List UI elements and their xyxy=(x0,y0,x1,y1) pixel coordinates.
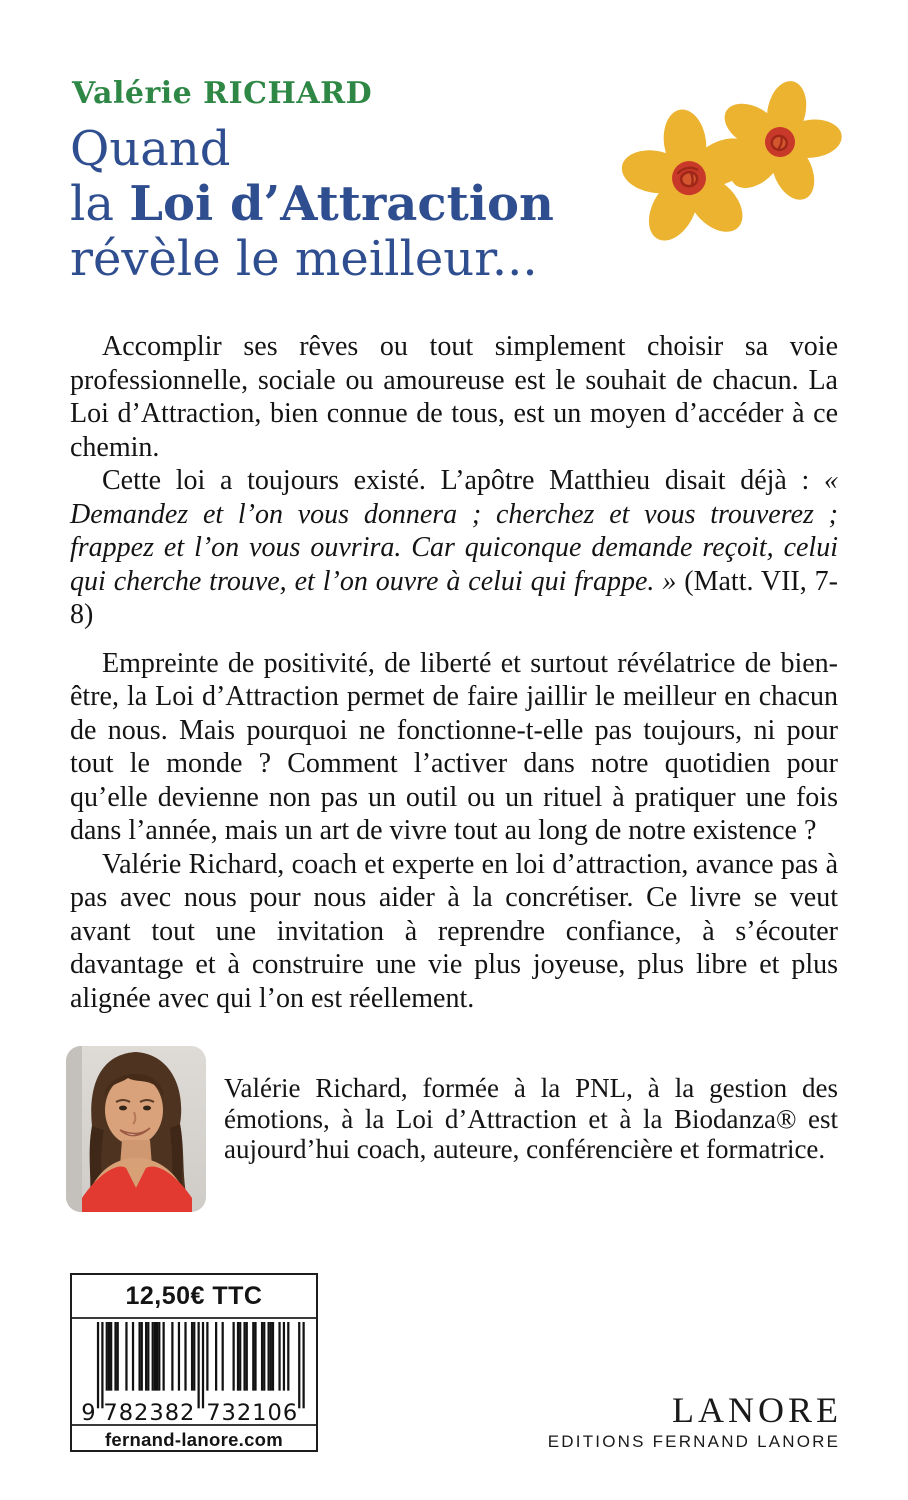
svg-text:732106: 732106 xyxy=(206,1400,299,1424)
barcode-box xyxy=(70,1273,318,1452)
bible-quote: « Demandez et l’on vous donnera ; cherchez et vous trouverez ; frappez et l’on vous ouvrira. Car quiconque demande reçoit, celui qui cherche trouve, et l’on ouvre à celui qui frappe. » xyxy=(70,465,838,597)
price-label: 12,50€ TTC xyxy=(72,1275,316,1319)
paragraph-3: Empreinte de positivité, de liberté et surtout révélatrice de bien-être, la Loi d’Attraction permet de faire jaillir le meilleur en chacun de nous. Mais pourquoi ne fonctionne-t-elle pas toujours, ni pour tout le monde ? Comment l’activer dans notre quotidien pour qu’elle devienne non pas un outil ou un rituel à pratiquer une fois dans l’année, mais un art de vivre tout au long de notre existence ? xyxy=(70,647,838,846)
ean-barcode xyxy=(72,1319,316,1424)
flowers-icon xyxy=(616,80,870,244)
publisher-logo-name: LANORE xyxy=(672,1390,842,1430)
publisher-logo xyxy=(547,1390,842,1451)
bible-citation: (Matt. VII, 7-8) xyxy=(70,565,838,630)
author-bio-text: Valérie Richard, formée à la PNL, à la gestion des émotions, à la Loi d’Attraction et à la Biodanza® est aujourd’hui coach, auteure, conférencière et formatrice. xyxy=(224,1073,838,1164)
book-title xyxy=(70,122,554,287)
svg-text:9: 9 xyxy=(81,1400,96,1424)
publisher-website: fernand-lanore.com xyxy=(72,1424,316,1453)
author-name: Valérie RICHARD xyxy=(72,76,373,111)
barcode-icon xyxy=(78,1322,310,1424)
paragraph-1: Accomplir ses rêves ou tout simplement choisir sa voie professionnelle, sociale ou amoureuse est le souhait de chacun. La Loi d’Attraction, bien connue de tous, est un moyen d’accéder à ce chemin. xyxy=(70,331,838,463)
paragraph-2-intro: Cette loi a toujours existé. L’apôtre Matthieu disait déjà : xyxy=(102,465,824,496)
title-line-2-bold: Loi d’Attraction xyxy=(129,176,554,232)
title-line-1: Quand xyxy=(70,121,231,177)
paragraph-2 xyxy=(70,464,838,632)
title-line-3: révèle le meilleur... xyxy=(70,231,538,287)
back-cover-text xyxy=(70,330,838,1015)
paragraph-4: Valérie Richard, coach et experte en loi d’attraction, avance pas à pas avec nous pour nous aider à la concrétiser. Ce livre se veut avant tout une invitation à reprendre confiance, à s’écouter davantage et à construire une vie plus joyeuse, plus libre et plus alignée avec qui l’on est réellement. xyxy=(70,848,838,1014)
svg-text:782382: 782382 xyxy=(103,1400,196,1424)
author-photo xyxy=(66,1046,206,1212)
title-line-2 xyxy=(70,177,554,232)
author-bio-section xyxy=(66,1046,838,1216)
title-line-2-regular: la xyxy=(70,176,130,232)
publisher-logo-subtitle: EDITIONS FERNAND LANORE xyxy=(547,1432,841,1451)
